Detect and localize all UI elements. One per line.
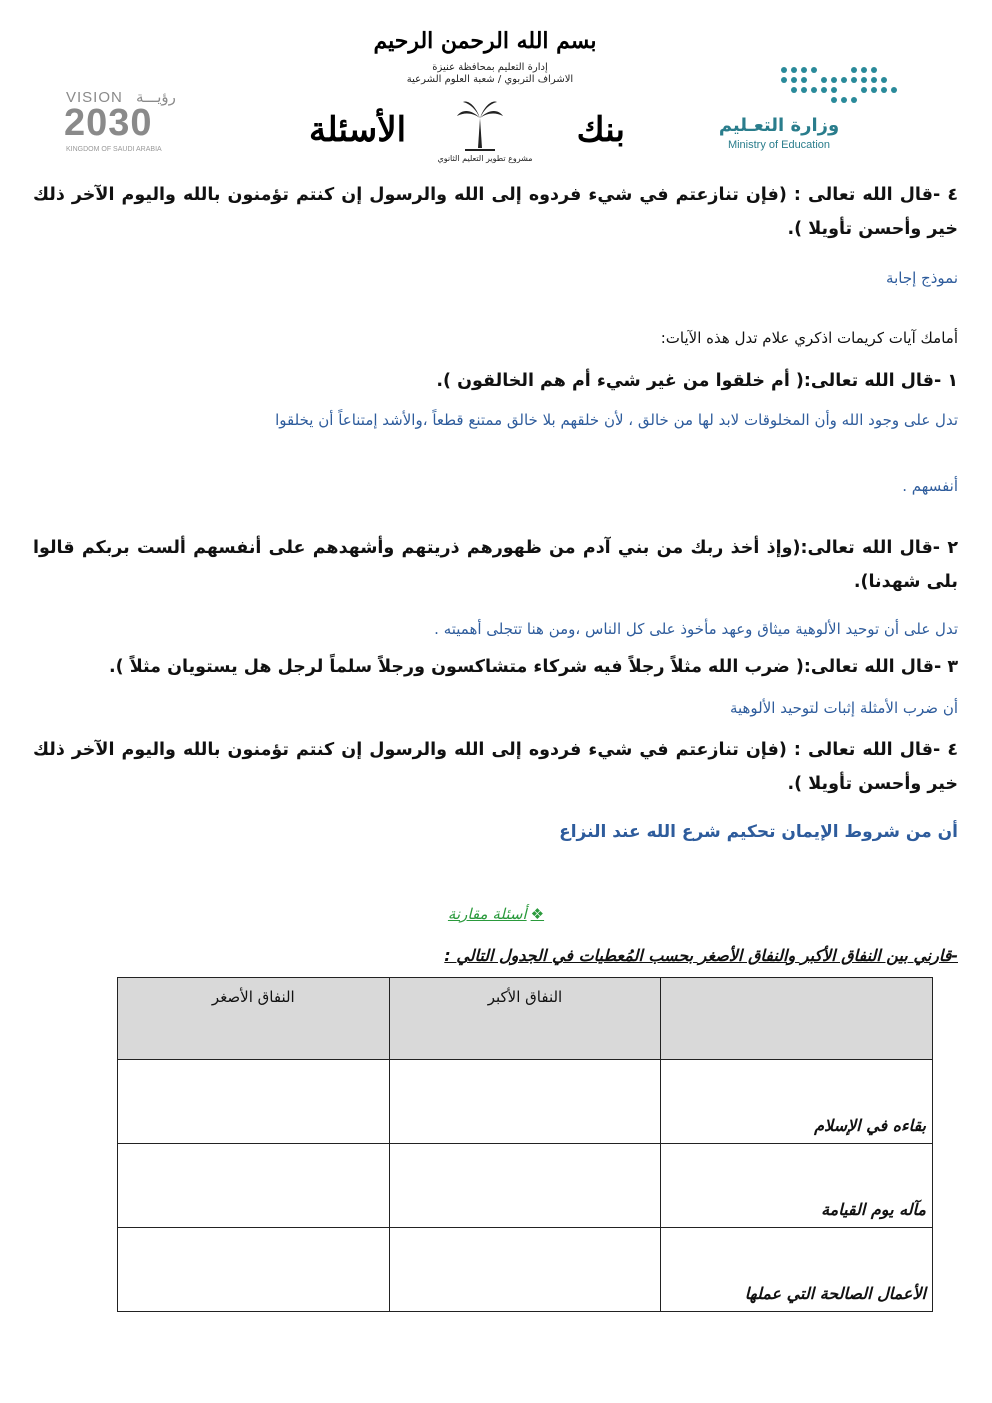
- model-answer-label: نموذج إجابة: [886, 269, 958, 287]
- intro-text: أمامك آيات كريمات اذكري علام تدل هذه الآيات:: [660, 329, 958, 347]
- project-name: مشروع تطوير التعليم الثانوي: [437, 154, 533, 163]
- vision-year: 2030: [64, 102, 153, 144]
- section-title: [0, 905, 992, 923]
- vision-2030-logo: [60, 88, 220, 158]
- ministry-dots-icon: [778, 64, 908, 106]
- table-row: [118, 1060, 933, 1144]
- answer-3: أن ضرب الأمثلة إثبات لتوحيد الألوهية: [729, 699, 958, 717]
- row-label: الأعمال الصالحة التي عملها: [661, 1228, 933, 1312]
- ministry-name-en: Ministry of Education: [727, 139, 831, 151]
- vision-subtitle: KINGDOM OF SAUDI ARABIA: [66, 146, 162, 153]
- comparison-table: [117, 977, 933, 1312]
- question-bank-logo: [305, 98, 635, 168]
- answer-1: تدل على وجود الله وأن المخلوقات لابد لها من خالق ، لأن خلقهم بلا خالق ممتنع قطعاً ،والأشد إمتناعاً أن يخلقوا: [275, 411, 958, 429]
- header-major-hypocrisy: النفاق الأكبر: [389, 978, 661, 1060]
- header-criteria: [661, 978, 933, 1060]
- question-4: ٤ -قال الله تعالى : (فإن تنازعتم في شيء فردوه إلى الله والرسول إن كنتم تؤمنون بالله واليوم الآخر ذلك خير وأحسن تأويلا ).: [33, 740, 958, 794]
- ministry-of-education-logo: [700, 60, 920, 160]
- table-header-row: [118, 978, 933, 1060]
- row-label: بقاءه في الإسلام: [661, 1060, 933, 1144]
- cell-minor[interactable]: [118, 1228, 390, 1312]
- question-2: ٢ -قال الله تعالى:(وإذ أخذ ربك من بني آدم من ظهورهم ذريتهم وأشهدهم على أنفسهم ألست بربكم قالوا بلى شهدنا).: [33, 538, 958, 592]
- top-question: ٤ -قال الله تعالى : (فإن تنازعتم في شيء فردوه إلى الله والرسول إن كنتم تؤمنون بالله واليوم الآخر ذلك خير وأحسن تأويلا ).: [33, 185, 958, 239]
- diamond-bullet-icon: ❖: [530, 905, 545, 923]
- questions-word: الأسئلة: [309, 110, 407, 150]
- palm-tree-icon: [455, 98, 505, 154]
- administration-text: [370, 62, 610, 86]
- admin-line-1: إدارة التعليم بمحافظة عنيزة: [432, 62, 548, 73]
- section-title-text: أسئلة مقارنة: [447, 905, 527, 923]
- table-row: [118, 1144, 933, 1228]
- cell-major[interactable]: [389, 1144, 661, 1228]
- admin-line-2: الاشراف التربوي / شعبة العلوم الشرعية: [406, 74, 574, 85]
- basmala: بسم الله الرحمن الرحيم: [373, 28, 597, 54]
- header-minor-hypocrisy: النفاق الأصغر: [118, 978, 390, 1060]
- cell-major[interactable]: [389, 1060, 661, 1144]
- cell-minor[interactable]: [118, 1144, 390, 1228]
- cell-minor[interactable]: [118, 1060, 390, 1144]
- answer-2: تدل على أن توحيد الألوهية ميثاق وعهد مأخوذ على كل الناس ،ومن هنا تتجلى أهميته .: [434, 620, 958, 638]
- question-3: ٣ -قال الله تعالى:( ضرب الله مثلاً رجلاً فيه شركاء متشاكسون ورجلاً سلماً لرجل هل يستويان مثلاً ).: [109, 657, 958, 677]
- ministry-name-ar: وزارة التعـليم: [718, 115, 840, 136]
- answer-1-continued: أنفسهم .: [902, 477, 958, 495]
- bank-word: بنك: [576, 110, 625, 150]
- question-1: ١ -قال الله تعالى:( أم خلقوا من غير شيء أم هم الخالقون ).: [436, 371, 958, 391]
- compare-instruction: -قارني بين النفاق الأكبر والنفاق الأصغر بحسب المُعطيات في الجدول التالي :: [444, 946, 958, 965]
- vision-en: VISION: [66, 89, 123, 106]
- vision-ar: رؤيـــة: [136, 89, 176, 106]
- row-label: مآله يوم القيامة: [661, 1144, 933, 1228]
- cell-major[interactable]: [389, 1228, 661, 1312]
- answer-4: أن من شروط الإيمان تحكيم شرع الله عند النزاع: [559, 822, 958, 842]
- table-row: [118, 1228, 933, 1312]
